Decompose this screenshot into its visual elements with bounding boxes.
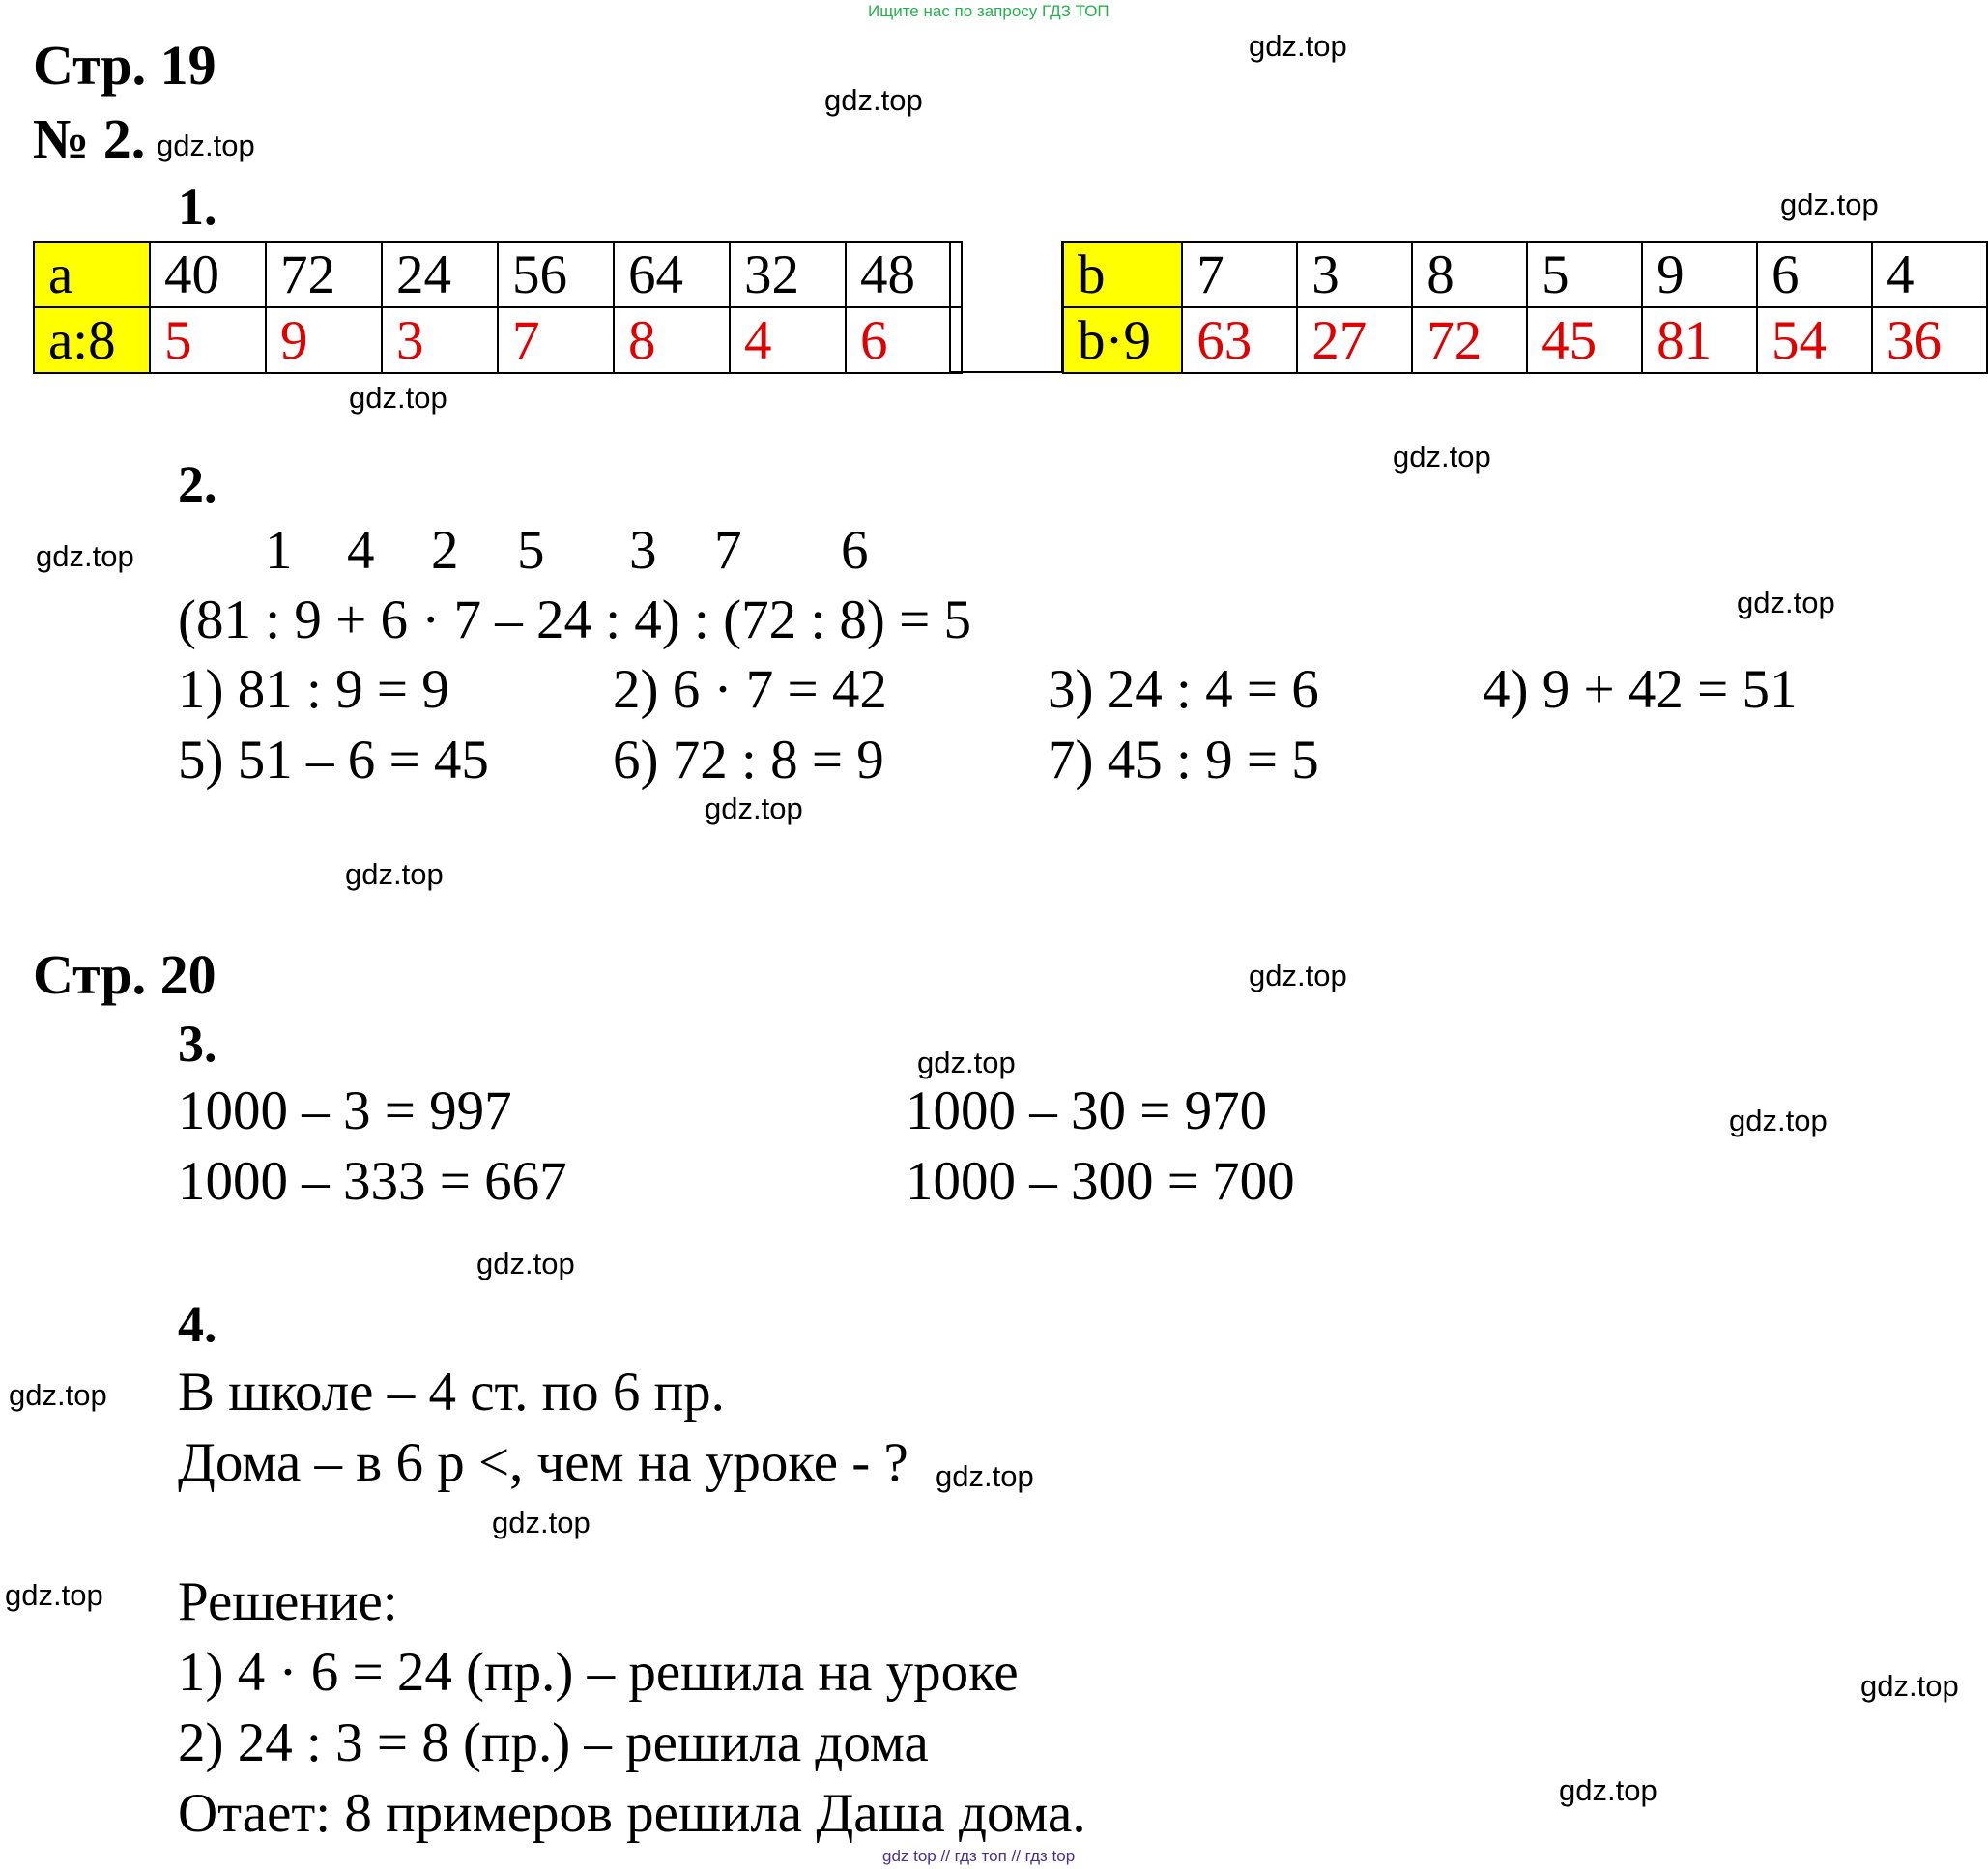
- table-cell: 64: [614, 242, 730, 307]
- table-cell: 8: [1412, 242, 1527, 307]
- watermark: gdz.top: [349, 381, 447, 415]
- step: 7) 45 : 9 = 5: [1048, 730, 1319, 791]
- table-cell: 6: [1757, 242, 1872, 307]
- table-row: [34, 307, 962, 373]
- table-result-cell: 54: [1757, 307, 1872, 373]
- table-cell: 3: [1297, 242, 1412, 307]
- watermark: gdz.top: [157, 129, 255, 162]
- step: 5) 51 – 6 = 45: [178, 730, 489, 791]
- task-3-label: 3.: [178, 1015, 217, 1073]
- table-row: [1063, 307, 1987, 373]
- table-cell: 7: [1182, 242, 1297, 307]
- table-cell: 24: [382, 242, 498, 307]
- footer-watermark: gdz top // гдз топ // гдз top: [882, 1847, 1076, 1865]
- watermark: gdz.top: [1249, 959, 1347, 992]
- watermark: gdz.top: [1559, 1773, 1657, 1807]
- table-cell: 72: [266, 242, 382, 307]
- table-result-cell: 6: [846, 307, 962, 373]
- expression: (81 : 9 + 6 · 7 – 24 : 4) : (72 : 8) = 5: [178, 589, 972, 650]
- top-banner: Ищите нас по запросу ГДЗ ТОП: [868, 2, 1109, 20]
- condition-line: В школе – 4 ст. по 6 пр.: [178, 1362, 725, 1423]
- table-result-cell: 81: [1642, 307, 1757, 373]
- watermark: gdz.top: [1737, 586, 1835, 619]
- order-number: 2: [431, 520, 459, 581]
- table-result-cell: 36: [1872, 307, 1987, 373]
- order-number: 4: [347, 520, 375, 581]
- watermark: gdz.top: [9, 1378, 107, 1412]
- watermark: gdz.top: [1780, 187, 1879, 221]
- solution-step: 1) 4 · 6 = 24 (пр.) – решила на уроке: [178, 1642, 1019, 1703]
- step: 3) 24 : 4 = 6: [1048, 659, 1319, 720]
- table-result-cell: 9: [266, 307, 382, 373]
- equation: 1000 – 333 = 667: [178, 1151, 567, 1212]
- watermark: gdz.top: [476, 1247, 575, 1280]
- table-header-b: b: [1063, 242, 1182, 307]
- table-cell: 48: [846, 242, 962, 307]
- table-result-cell: 63: [1182, 307, 1297, 373]
- table-result-cell: 72: [1412, 307, 1527, 373]
- equation: 1000 – 3 = 997: [178, 1080, 512, 1141]
- table-header-a: a: [34, 242, 150, 307]
- watermark: gdz.top: [5, 1578, 103, 1612]
- equation: 1000 – 300 = 700: [906, 1151, 1295, 1212]
- order-number: 7: [714, 520, 742, 581]
- table-result-cell: 27: [1297, 307, 1412, 373]
- task-2-label: 2.: [178, 455, 217, 513]
- watermark: gdz.top: [936, 1459, 1034, 1493]
- table-row: [1063, 242, 1987, 307]
- table-result-cell: 3: [382, 307, 498, 373]
- watermark: gdz.top: [492, 1506, 591, 1539]
- task-4-label: 4.: [178, 1295, 217, 1353]
- exercise-number: № 2.: [33, 107, 146, 170]
- condition-line: Дома – в 6 р <, чем на уроке - ?: [178, 1432, 908, 1493]
- watermark: gdz.top: [1729, 1104, 1828, 1137]
- table-cell: 4: [1872, 242, 1987, 307]
- watermark: gdz.top: [1249, 29, 1347, 63]
- table-cell: 32: [730, 242, 846, 307]
- solution-step: 2) 24 : 3 = 8 (пр.) – решила дома: [178, 1712, 929, 1773]
- table-header-b-times-9: b·9: [1063, 307, 1182, 373]
- table-header-a-div-8: a:8: [34, 307, 150, 373]
- step: 4) 9 + 42 = 51: [1483, 659, 1798, 720]
- watermark: gdz.top: [705, 791, 803, 825]
- answer: Отает: 8 примеров решила Даша дома.: [178, 1783, 1086, 1844]
- table-cell: 40: [150, 242, 266, 307]
- step: 6) 72 : 8 = 9: [613, 730, 884, 791]
- order-number: 5: [517, 520, 545, 581]
- table-cell: 56: [498, 242, 614, 307]
- table-result-cell: 8: [614, 307, 730, 373]
- order-number: 3: [629, 520, 657, 581]
- page-title-20: Стр. 20: [33, 943, 216, 1006]
- watermark: gdz.top: [917, 1046, 1016, 1079]
- watermark: gdz.top: [345, 857, 444, 891]
- table-cell: 9: [1642, 242, 1757, 307]
- table-result-cell: 45: [1527, 307, 1642, 373]
- watermark: gdz.top: [36, 539, 134, 573]
- table-result-cell: 5: [150, 307, 266, 373]
- table-result-cell: 4: [730, 307, 846, 373]
- task-1-label: 1.: [178, 178, 217, 236]
- step: 2) 6 · 7 = 42: [613, 659, 887, 720]
- watermark: gdz.top: [1393, 440, 1491, 474]
- table-gap: [949, 241, 1063, 373]
- table-result-cell: 7: [498, 307, 614, 373]
- order-number: 6: [841, 520, 869, 581]
- page-title-19: Стр. 19: [33, 34, 216, 97]
- table-cell: 5: [1527, 242, 1642, 307]
- division-table: [33, 241, 963, 374]
- equation: 1000 – 30 = 970: [906, 1080, 1268, 1141]
- step: 1) 81 : 9 = 9: [178, 659, 449, 720]
- table-row: [34, 242, 962, 307]
- order-number: 1: [265, 520, 293, 581]
- multiplication-table: [1062, 241, 1988, 374]
- watermark: gdz.top: [824, 83, 923, 117]
- solution-title: Решение:: [178, 1571, 398, 1632]
- watermark: gdz.top: [1860, 1669, 1959, 1703]
